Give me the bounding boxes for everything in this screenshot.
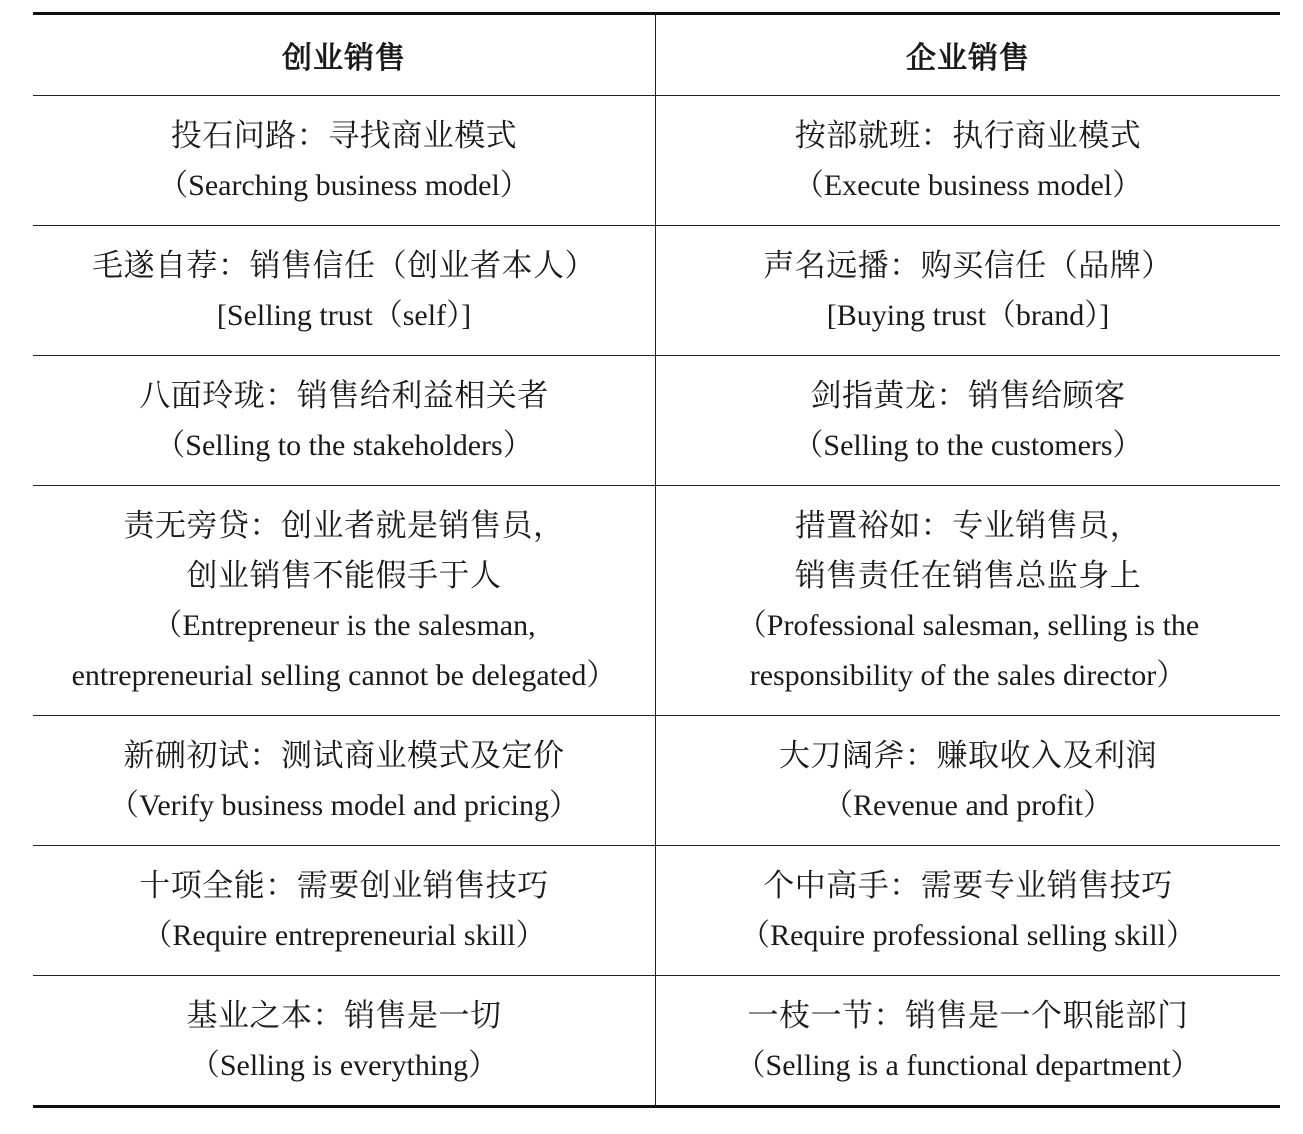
table-cell bbox=[33, 96, 656, 225]
table-row bbox=[33, 715, 1280, 845]
cell-text-en: （Require professional selling skill） bbox=[740, 918, 1196, 952]
table-cell bbox=[656, 96, 1280, 225]
comparison-table bbox=[33, 12, 1280, 1108]
table-cell bbox=[33, 486, 656, 715]
cell-text-zh: 投石问路：寻找商业模式 bbox=[170, 117, 518, 154]
cell-text-zh: 八面玲珑：销售给利益相关者 bbox=[139, 377, 549, 414]
header-cell-startup-selling bbox=[33, 15, 656, 95]
table-row bbox=[33, 975, 1280, 1105]
table-cell bbox=[656, 486, 1280, 715]
cell-text-en: [Buying trust（brand）] bbox=[826, 298, 1110, 332]
cell-text-zh: 基业之本：销售是一切 bbox=[186, 997, 502, 1034]
table-cell bbox=[33, 716, 656, 845]
cell-text-en: （Require entrepreneurial skill） bbox=[142, 918, 546, 952]
cell-text-en: responsibility of the sales director） bbox=[749, 658, 1187, 692]
cell-text-en: （Selling to the stakeholders） bbox=[155, 428, 533, 462]
cell-text-zh: 剑指黄龙：销售给顾客 bbox=[810, 377, 1126, 414]
cell-text-zh: 按部就班：执行商业模式 bbox=[794, 117, 1142, 154]
cell-text-en: （Selling is everything） bbox=[189, 1048, 499, 1082]
cell-text-zh: 毛遂自荐：销售信任（创业者本人） bbox=[92, 247, 596, 284]
table-row bbox=[33, 845, 1280, 975]
table-cell bbox=[33, 356, 656, 485]
table-cell bbox=[656, 716, 1280, 845]
cell-text-zh: 十项全能：需要创业销售技巧 bbox=[139, 867, 549, 904]
cell-text-en: （Searching business model） bbox=[158, 168, 530, 202]
cell-text-en: （Execute business model） bbox=[793, 168, 1143, 202]
table-row bbox=[33, 95, 1280, 225]
cell-text-zh: 大刀阔斧：赚取收入及利润 bbox=[779, 737, 1157, 774]
cell-text-zh: 措置裕如：专业销售员， bbox=[794, 507, 1142, 544]
table-row bbox=[33, 355, 1280, 485]
table-cell bbox=[656, 846, 1280, 975]
table-cell bbox=[656, 356, 1280, 485]
table-cell bbox=[656, 226, 1280, 355]
table-row bbox=[33, 225, 1280, 355]
cell-text-en: （Selling to the customers） bbox=[793, 428, 1143, 462]
table-header-row bbox=[33, 15, 1280, 95]
header-cell-enterprise-selling bbox=[656, 15, 1280, 95]
cell-text-en: （Verify business model and pricing） bbox=[109, 788, 579, 822]
header-label: 企业销售 bbox=[906, 41, 1030, 76]
table-row bbox=[33, 485, 1280, 715]
cell-text-en: （Entrepreneur is the salesman, bbox=[152, 608, 536, 642]
cell-text-zh: 责无旁贷：创业者就是销售员， bbox=[123, 507, 565, 544]
cell-text-zh: 个中高手：需要专业销售技巧 bbox=[763, 867, 1173, 904]
cell-text-zh: 创业销售不能假手于人 bbox=[186, 557, 502, 594]
cell-text-en: （Professional salesman, selling is the bbox=[736, 608, 1200, 642]
header-label: 创业销售 bbox=[282, 41, 406, 76]
cell-text-en: [Selling trust（self）] bbox=[216, 298, 472, 332]
cell-text-en: （Selling is a functional department） bbox=[735, 1048, 1201, 1082]
table-cell bbox=[33, 226, 656, 355]
table-cell bbox=[33, 976, 656, 1105]
cell-text-zh: 声名远播：购买信任（品牌） bbox=[763, 247, 1173, 284]
cell-text-zh: 一枝一节：销售是一个职能部门 bbox=[747, 997, 1189, 1034]
cell-text-zh: 销售责任在销售总监身上 bbox=[794, 557, 1142, 594]
table-cell bbox=[656, 976, 1280, 1105]
cell-text-zh: 新硎初试：测试商业模式及定价 bbox=[123, 737, 565, 774]
cell-text-en: entrepreneurial selling cannot be delegated） bbox=[71, 658, 617, 692]
cell-text-en: （Revenue and profit） bbox=[823, 788, 1113, 822]
table-cell bbox=[33, 846, 656, 975]
